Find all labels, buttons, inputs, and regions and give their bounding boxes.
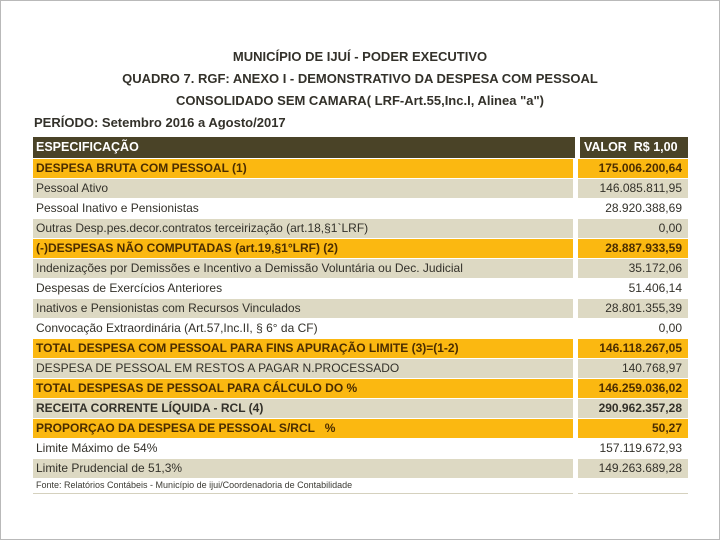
report-title-line3: CONSOLIDADO SEM CAMARA( LRF-Art.55,Inc.I, Alinea "a") [176, 93, 544, 108]
row-label: Convocação Extraordinária (Art.57,Inc.II, § 6° da CF) [33, 319, 573, 338]
row-label: Inativos e Pensionistas com Recursos Vinculados [33, 299, 573, 318]
table-body [33, 159, 688, 478]
table-row [33, 239, 688, 258]
table-row [33, 339, 688, 358]
table-row [33, 199, 688, 218]
report-title-line2: QUADRO 7. RGF: ANEXO I - DEMONSTRATIVO DA DESPESA COM PESSOAL [122, 71, 598, 86]
table-row [33, 439, 688, 458]
table-row [33, 159, 688, 178]
row-label: Outras Desp.pes.decor.contratos terceirização (art.18,§1`LRF) [33, 219, 573, 238]
table-row [33, 319, 688, 338]
row-label: PROPORÇAO DA DESPESA DE PESSOAL S/RCL % [33, 419, 573, 438]
report-title-line1: MUNICÍPIO DE IJUÍ - PODER EXECUTIVO [232, 49, 488, 64]
row-label: Pessoal Inativo e Pensionistas [33, 199, 573, 218]
row-value: 28.887.933,59 [578, 239, 688, 258]
row-value: 146.085.811,95 [578, 179, 688, 198]
table-row [33, 279, 688, 298]
row-value: 50,27 [578, 419, 688, 438]
table-row [33, 379, 688, 398]
table-row [33, 219, 688, 238]
row-label: TOTAL DESPESAS DE PESSOAL PARA CÁLCULO DO % [33, 379, 573, 398]
row-label: Pessoal Ativo [33, 179, 573, 198]
row-label: Limite Prudencial de 51,3% [33, 459, 573, 478]
row-value: 51.406,14 [578, 279, 688, 298]
row-value: 28.920.388,69 [578, 199, 688, 218]
header-valor: VALOR R$ 1,00 [580, 137, 688, 158]
row-value: 146.259.036,02 [578, 379, 688, 398]
row-value: 175.006.200,64 [578, 159, 688, 178]
report-period: PERÍODO: Setembro 2016 a Agosto/2017 [34, 115, 286, 130]
header-especificacao: ESPECIFICAÇÃO [33, 137, 575, 158]
source-note: Fonte: Relatórios Contábeis - Município de ijui/Coordenadoria de Contabilidade [33, 479, 573, 494]
table-row [33, 299, 688, 318]
row-value: 0,00 [578, 319, 688, 338]
table-row [33, 459, 688, 478]
row-value: 28.801.355,39 [578, 299, 688, 318]
row-value: 140.768,97 [578, 359, 688, 378]
table-footer-row [33, 479, 688, 494]
row-value: 0,00 [578, 219, 688, 238]
table-row [33, 399, 688, 418]
table-row [33, 259, 688, 278]
row-value: 290.962.357,28 [578, 399, 688, 418]
table-row [33, 179, 688, 198]
row-label: Despesas de Exercícios Anteriores [33, 279, 573, 298]
row-label: (-)DESPESAS NÃO COMPUTADAS (art.19,§1°LRF) (2) [33, 239, 573, 258]
row-value: 146.118.267,05 [578, 339, 688, 358]
row-value: 35.172,06 [578, 259, 688, 278]
source-note-spacer [578, 479, 688, 494]
expense-table [33, 137, 688, 494]
row-value: 149.263.689,28 [578, 459, 688, 478]
row-label: Indenizações por Demissões e Incentivo a Demissão Voluntária ou Dec. Judicial [33, 259, 573, 278]
report-title-block [1, 1, 719, 112]
row-label: Limite Máximo de 54% [33, 439, 573, 458]
row-value: 157.119.672,93 [578, 439, 688, 458]
table-header-row [33, 137, 688, 158]
row-label: DESPESA BRUTA COM PESSOAL (1) [33, 159, 573, 178]
table-row [33, 359, 688, 378]
table-row [33, 419, 688, 438]
row-label: DESPESA DE PESSOAL EM RESTOS A PAGAR N.PROCESSADO [33, 359, 573, 378]
row-label: TOTAL DESPESA COM PESSOAL PARA FINS APURAÇÃO LIMITE (3)=(1-2) [33, 339, 573, 358]
row-label: RECEITA CORRENTE LÍQUIDA - RCL (4) [33, 399, 573, 418]
